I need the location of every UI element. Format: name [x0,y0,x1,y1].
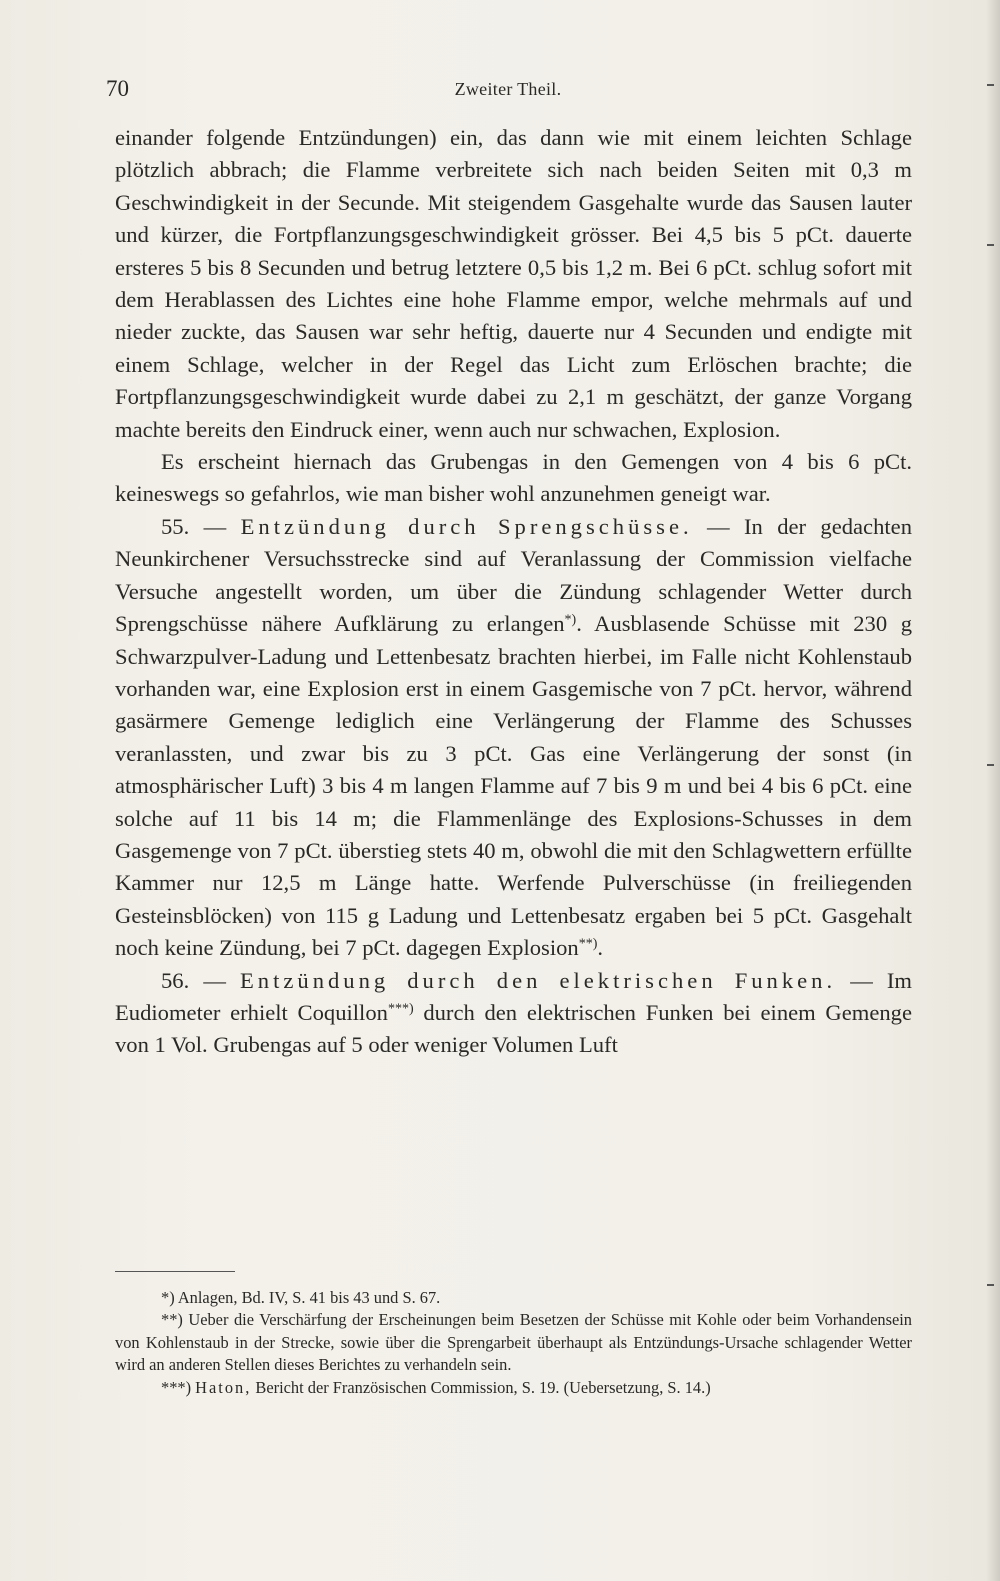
dash: — [707,513,730,539]
section-title: Entzündung durch Sprengschüsse. [240,513,693,539]
footnote: *) Anlagen, Bd. IV, S. 41 bis 43 und S. 67. [161,1288,441,1307]
section-number: 55. [161,513,190,539]
dash: — [203,967,226,993]
edge-mark [987,764,994,766]
footnote-ref: ***) [387,1001,414,1017]
page-header [106,76,910,106]
dash: — [850,967,873,993]
footnotes [115,1287,912,1399]
section-55 [115,511,912,965]
edge-mark [987,244,994,246]
running-head: Zweiter Theil. [454,79,562,99]
section-text: . Ausblasende Schüsse mit 230 g Schwarzpulver-Ladung und Lettenbesatz brachten hierbei, im Falle nicht Kohlenstaub vorhanden war, eine Explosion erst in einem Gasgemische von 7 pCt. hervor, während gasärmere Gemenge lediglich eine Verlängerung der Flamme des Schusses veranlassten, und zwar bis zu 3 pCt. Gas eine Verlängerung der sonst (in atmosphärischer Luft) 3 bis 4 m langen Flamme auf 7 bis 9 m und bei 4 bis 6 pCt. eine solche auf 11 bis 14 m; die Flammenlänge des Explosions-Schusses in dem Gasgemenge von 7 pCt. überstieg stets 40 m, obwohl die mit den Schlagwettern erfüllte Kammer nur 12,5 m Länge hatte. Werfende Pulverschüsse (in freiliegenden Gesteinsblöcken) von 115 g Ladung und Lettenbesatz ergaben bei 5 pCt. Gasgehalt noch keine Zündung, bei 7 pCt. dagegen Explosion [115,611,912,961]
footnote [115,1377,912,1399]
section-56 [115,965,912,1062]
section-text: durch den elektrischen Funken bei einem Gemenge von 1 Vol. Grubengas auf 5 oder weniger Volumen Luft [115,999,912,1058]
footnote-ref: **) [578,936,598,952]
page-edge-shadow [986,0,1000,1581]
footnote-text: Bericht der Französischen Commission, S. 19. (Uebersetzung, S. 14.) [255,1377,711,1397]
paragraph-continuation: einander folgende Entzündungen) ein, das dann wie mit einem leichten Schlage plötzlich abbrach; die Flamme verbreitete sich nach beiden Seiten mit 0,3 m Geschwindigkeit in der Secunde. Mit steigendem Gasgehalte wurde das Sausen lauter und kürzer, die Fortpflanzungsgeschwindigkeit grösser. Bei 4,5 bis 5 pCt. dauerte ersteres 5 bis 8 Secunden und betrug letztere 0,5 bis 1,2 m. Bei 6 pCt. schlug sofort mit dem Herablassen des Lichtes eine hohe Flamme empor, welche mehrmals auf und nieder zuckte, das Sausen war sehr heftig, dauerte nur 4 Secunden und endigte mit einem Schlage, welcher in der Regel das Licht zum Erlöschen brachte; die Fortpflanzungsgeschwindigkeit wurde dabei zu 2,1 m geschätzt, der ganze Vorgang machte bereits den Eindruck einer, wenn auch nur schwachen, Explosion. [115,125,912,442]
section-text: Im Eudiometer erhielt Coquillon [115,967,912,1025]
paragraph: Es erscheint hiernach das Grubengas in den Gemengen von 4 bis 6 pCt. keineswegs so gefahrlos, wie man bisher wohl anzunehmen geneigt war. [115,449,912,507]
edge-mark [987,84,994,86]
edge-mark [987,1284,994,1286]
footnote-rule [115,1271,235,1272]
section-text: In der gedachten Neunkirchener Versuchsstrecke sind auf Veranlassung der Commission vielfache Versuche angestellt worden, um über die Zündung schlagender Wetter durch Sprengschüsse nähere Aufklärung zu erlangen [115,513,912,637]
page-number: 70 [106,76,129,101]
section-title: Entzündung durch den elektrischen Funken. [240,967,837,993]
footnote-ref: *) [564,612,577,628]
section-number: 56. [161,967,190,993]
dash: — [203,513,227,539]
footnote-marker: ***) [161,1377,192,1397]
footnote-author: Haton, [195,1377,252,1397]
section-text: . [597,935,604,961]
body-text [115,122,912,1062]
footnote: **) Ueber die Verschärfung der Erscheinungen beim Besetzen der Schüsse mit Kohle oder beim Vorhandensein von Kohlenstaub in der Strecke, sowie über die Sprengarbeit überhaupt als Entzündungs-Ursache schlagender Wetter wird an anderen Stellen dieses Berichtes zu verhandeln sein. [115,1310,912,1375]
